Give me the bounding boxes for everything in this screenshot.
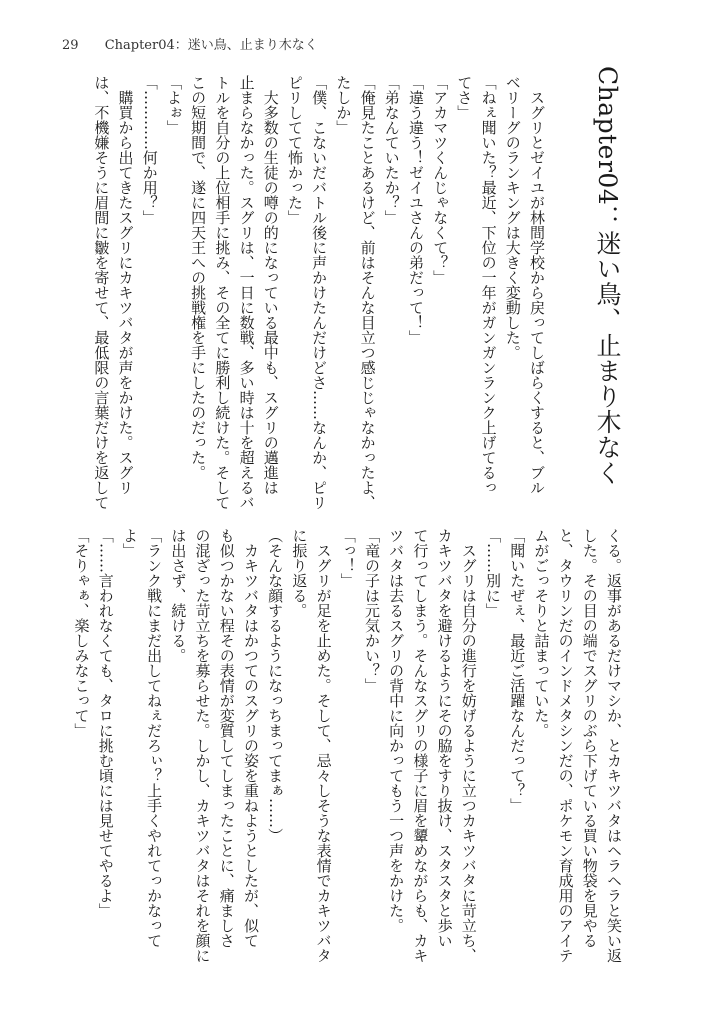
text-line: は出さず、続ける。 — [169, 528, 188, 663]
text-line: 購買から出てきたスグリにカキツバタが声をかけた。スグリ — [116, 75, 135, 495]
text-line: 「竜の子は元気かい？」 — [362, 528, 381, 693]
text-line: て行ってしまう。そんなスグリの様子に眉を顰めながらも、カキ — [411, 528, 430, 963]
text-line: スグリは自分の進行を妨げるように立つカキツバタに苛立ち、 — [459, 528, 478, 963]
text-line: の混ざった苛立ちを募らせた。しかし、カキツバタはそれを顔に — [193, 528, 212, 963]
text-line: も似つかない程その表情が変質してしまったことに、痛ましさ — [217, 528, 236, 948]
text-line: よ」 — [120, 528, 139, 558]
text-block-top — [89, 75, 549, 510]
chapter-title: Chapter04：迷い鳥、止まり木なく — [593, 66, 622, 486]
text-line: 「そりゃぁ、楽しみなこって」 — [72, 528, 91, 738]
text-line: （そんな顔するようになっちまってまぁ……） — [266, 528, 285, 843]
text-line: 大多数の生徒の噂の的になっている最中も、スグリの邁進は — [261, 75, 280, 495]
text-line: 「弟なんていたか？」 — [382, 75, 401, 225]
text-line: 「ランク戦にまだ出してねぇだろぃ？上手くやれてっかなって — [145, 528, 164, 948]
text-line: は、不機嫌そうに眉間に皺を寄せて、最低限の言葉だけを返して — [92, 75, 111, 510]
text-line: 「アカマツくんじゃなくて？」 — [431, 75, 450, 285]
text-line: てさ」 — [455, 75, 474, 120]
text-line: と、タウリンだのインドメタシンだの、ポケモン育成用のアイテ — [556, 528, 575, 963]
text-line: 「聞いたぜぇ、最近ご活躍なんだって？」 — [508, 528, 527, 813]
text-line: 「……言われなくても、タロに挑む頃には見せてやるよ」 — [96, 528, 115, 918]
text-line: 「俺見たことあるけど、前はそんな目立つ感じじゃなかったよ、 — [358, 75, 377, 510]
text-line: 止まらなかった。スグリは、一日に数戦、多い時は十を超えるバ — [237, 75, 256, 510]
text-block-bottom — [69, 528, 626, 963]
page-number: 29 — [62, 38, 79, 53]
text-line: 「よぉ」 — [164, 75, 183, 135]
text-line: 「違う違う！ゼイユさんの弟だって！」 — [406, 75, 425, 345]
text-line: たしか」 — [334, 75, 353, 135]
text-line: 「ねぇ聞いた？最近、下位の一年がガンガンランク上げてるっ — [479, 75, 498, 495]
text-line: に振り返る。 — [290, 528, 309, 618]
text-line: ツバタは去るスグリの背中に向かってもう一つ声をかけた。 — [387, 528, 406, 933]
text-line: ピリしてて怖かった」 — [285, 75, 304, 225]
text-line: 「僕、こないだバトル後に声かけたんだけどさ……なんか、ピリ — [310, 75, 329, 510]
running-header — [62, 34, 318, 53]
text-line: スグリが足を止めた。そして、忌々しそうな表情でカキツバタ — [314, 528, 333, 963]
text-line: スグリとゼイユが林間学校から戻ってしばらくすると、ブル — [528, 75, 546, 495]
text-line: 「……別に」 — [483, 528, 502, 618]
text-line: 「っ！」 — [338, 528, 357, 588]
text-line: カキツバタを避けるようにその脇をすり抜け、スタスタと歩い — [435, 528, 454, 948]
text-line: この短期間で、遂に四天王への挑戦権を手にしたのだった。 — [189, 75, 208, 480]
text-line: ムがごっそりと詰まっていた。 — [532, 528, 551, 738]
running-title: Chapter04：迷い鳥、止まり木なく — [104, 38, 318, 53]
text-line: 「…………何か用？」 — [140, 75, 159, 225]
text-line: ベリーグのランキングは大きく変動した。 — [503, 75, 522, 360]
text-line: くる。返事があるだけマシか、とカキツバタはヘラヘラと笑い返 — [605, 528, 623, 963]
text-line: した。その目の端でスグリのぶら下げている買い物袋を見やる — [580, 528, 599, 948]
text-line: トルを自分の上位相手に挑み、その全てに勝利し続けた。そして — [213, 75, 232, 510]
text-line: カキツバタはかつてのスグリの姿を重ねようとしたが、似て — [241, 528, 260, 948]
